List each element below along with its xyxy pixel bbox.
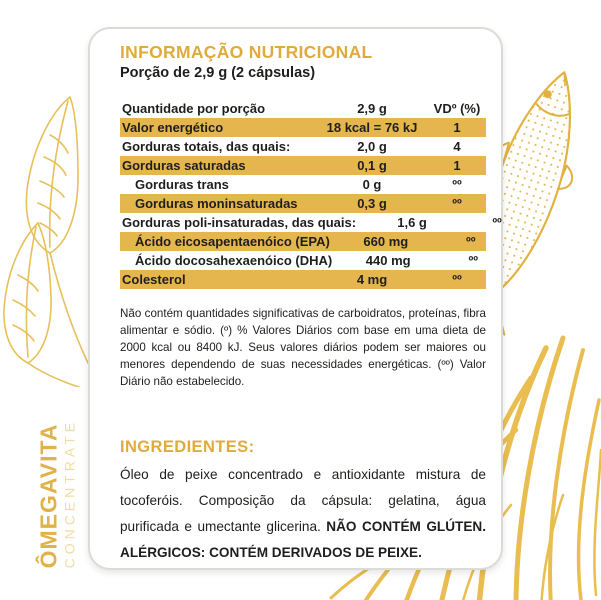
header-dv: VDº (%) [433,100,481,116]
daily-values-footnote: Não contém quantidades significativas de carboidratos, proteínas, fibra alimentar e sódio. (º) % Valores Diários com base em uma dieta de 2000 kcal ou 8400 kJ. Seus valores diários podem ser maiores ou menores dependendo de suas necessidades energéticas. (ºº) Valor Diário não estabelecido. [120,307,486,388]
nutrition-title: INFORMAÇÃO NUTRICIONAL [120,42,373,62]
row-amount: 2,0 g [357,139,387,154]
row-label: Gorduras saturadas [122,158,246,173]
row-amount: 0 g [362,177,382,192]
portion-text: Porção de 2,9 g (2 cápsulas) [120,65,316,81]
row-label: Valor energético [122,120,224,135]
row-label: Ácido docosahexaenóico (DHA) [135,253,333,268]
row-dv: ºº [452,177,462,192]
row-label: Gorduras poli-insaturadas, das quais: [122,215,357,230]
row-amount: 0,3 g [357,196,387,211]
ingredients-text [120,462,486,566]
table-row [120,251,486,270]
row-dv: ºº [452,196,462,211]
row-dv: 1 [453,120,461,135]
table-row [120,232,486,251]
row-label: Gorduras moninsaturadas [135,196,298,211]
row-amount: 18 kcal = 76 kJ [326,120,418,135]
ingredients-allergen-warning: NÃO CONTÉM GLÚTEN. ALÉRGICOS: CONTÉM DERIVADOS DE PEIXE. [120,519,486,560]
row-label: Gorduras totais, das quais: [122,139,291,154]
table-row [120,137,486,156]
row-dv: ºº [468,253,478,268]
table-row [120,175,486,194]
table-row [120,270,486,289]
brand-name: ÔMEGAVITA [35,423,62,569]
row-label: Ácido eicosapentaenóico (EPA) [135,234,330,249]
row-label: Gorduras trans [135,177,229,192]
ingredients-regular: Óleo de peixe concentrado e antioxidante mistura de tocoferóis. Composição da cápsula: gelatina, água purificada e umectante glicerina. [120,467,486,534]
ingredients-title: INGREDIENTES: [120,438,255,456]
brand-subname: CONCENTRATE [61,418,78,569]
nutrition-panel [88,27,503,570]
row-dv: 1 [453,158,461,173]
table-row [120,156,486,175]
row-amount: 4 mg [356,272,388,287]
row-amount: 1,6 g [397,215,427,230]
row-dv: ºº [466,234,476,249]
row-dv: ºº [492,215,502,230]
row-label: Colesterol [122,272,186,287]
row-amount: 660 mg [363,234,409,249]
table-row [120,118,486,137]
table-row [120,194,486,213]
row-amount: 440 mg [365,253,411,268]
header-amount: 2,9 g [357,100,387,116]
table-header-row [120,98,486,118]
row-amount: 0,1 g [357,158,387,173]
row-dv: ºº [452,272,462,287]
nutrition-table [120,98,502,289]
table-row [120,213,502,232]
row-dv: 4 [453,139,461,154]
header-label: Quantidade por porção [122,100,266,116]
leaf-illustration [0,95,96,387]
brand-vertical-text [37,376,78,568]
